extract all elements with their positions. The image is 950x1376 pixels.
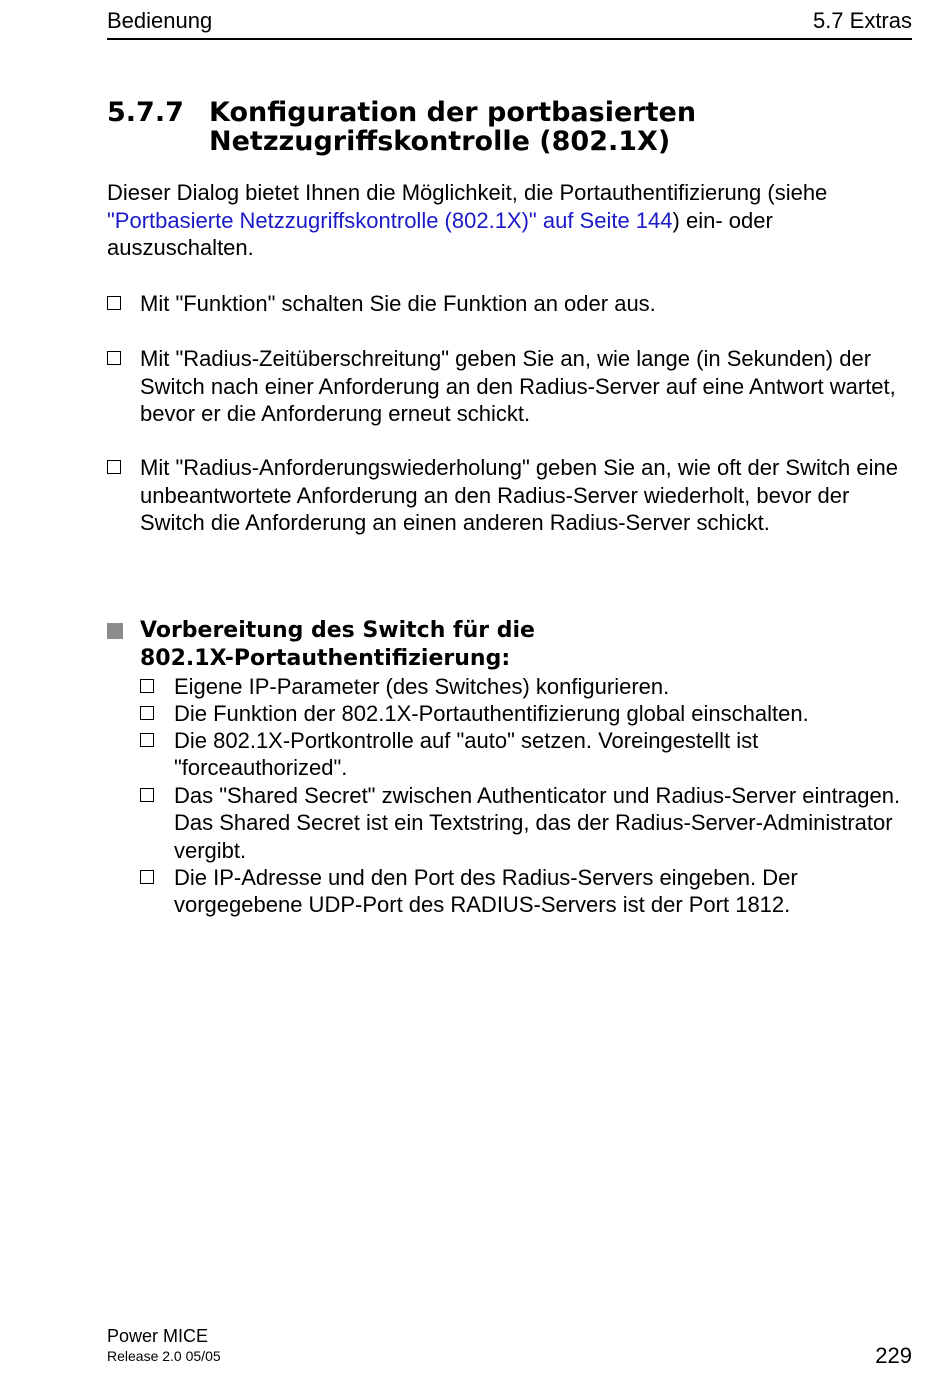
checkbox-bullet-icon xyxy=(107,296,121,310)
list-item-text: Mit "Radius-Anforderungswiederholung" geben Sie an, wie oft der Switch eine unbeantwortete Anforderung an den Radius-Server wiederholt, bevor der Switch die Anforderung an einen anderen Radius-Server schickt. xyxy=(140,455,898,535)
checkbox-bullet-icon xyxy=(140,679,154,693)
footer-product: Power MICE xyxy=(107,1326,209,1346)
prep-step-text: Die Funktion der 802.1X-Portauthentifizierung global einschalten. xyxy=(174,701,809,726)
square-bullet-icon xyxy=(107,623,123,639)
section-number: 5.7.7 xyxy=(107,97,184,128)
prep-heading-text xyxy=(140,617,700,673)
prep-step-text: Die IP-Adresse und den Port des Radius-Servers eingeben. Der vorgegebene UDP-Port des RADIUS-Servers ist der Port 1812. xyxy=(174,865,798,918)
intro-paragraph xyxy=(107,179,917,262)
footer-release: Release 2.0 05/05 xyxy=(107,1348,221,1364)
checkbox-bullet-icon xyxy=(140,788,154,802)
list-item-text: Mit "Radius-Zeitüberschreitung" geben Sie an, wie lange (in Sekunden) der Switch nach einer Anforderung an den Radius-Server auf eine Antwort wartet, bevor er die Anforderung erneut schickt. xyxy=(140,346,896,426)
page-header xyxy=(107,6,912,40)
header-chapter: Bedienung xyxy=(107,8,213,33)
prep-step-text: Die 802.1X-Portkontrolle auf "auto" setzen. Voreingestellt ist "forceauthorized". xyxy=(174,728,759,781)
checkbox-bullet-icon xyxy=(140,870,154,884)
checkbox-bullet-icon xyxy=(107,460,121,474)
section-title-line-1: Konfiguration der portbasierten xyxy=(209,97,697,128)
prep-step-text: Eigene IP-Parameter (des Switches) konfigurieren. xyxy=(174,674,670,699)
page-number: 229 xyxy=(875,1343,912,1368)
intro-text: Dieser Dialog bietet Ihnen die Möglichkeit, die Portauthentifizierung (siehe xyxy=(107,180,828,205)
section-title-line-2: Netzzugriffskontrolle (802.1X) xyxy=(209,126,671,157)
checkbox-bullet-icon xyxy=(140,733,154,747)
header-section: 5.7 Extras xyxy=(812,8,912,33)
checkbox-bullet-icon xyxy=(140,706,154,720)
checkbox-bullet-icon xyxy=(107,351,121,365)
cross-reference-link[interactable]: "Portbasierte Netzzugriffskontrolle (802.1X)" auf Seite 144 xyxy=(107,207,673,233)
prep-heading-line-2: 802.1X-Portauthentifizierung: xyxy=(140,646,511,671)
section-title xyxy=(209,98,909,156)
list-item-text: Mit "Funktion" schalten Sie die Funktion an oder aus. xyxy=(140,291,656,316)
prep-step-text: Das "Shared Secret" zwischen Authenticator und Radius-Server eintragen. Das Shared Secret ist ein Textstring, das der Radius-Server-Administrator vergibt. xyxy=(174,783,901,863)
intro-text-end: ) ein- oder auszuschalten. xyxy=(107,207,773,260)
prep-heading-line-1: Vorbereitung des Switch für die xyxy=(140,618,535,643)
